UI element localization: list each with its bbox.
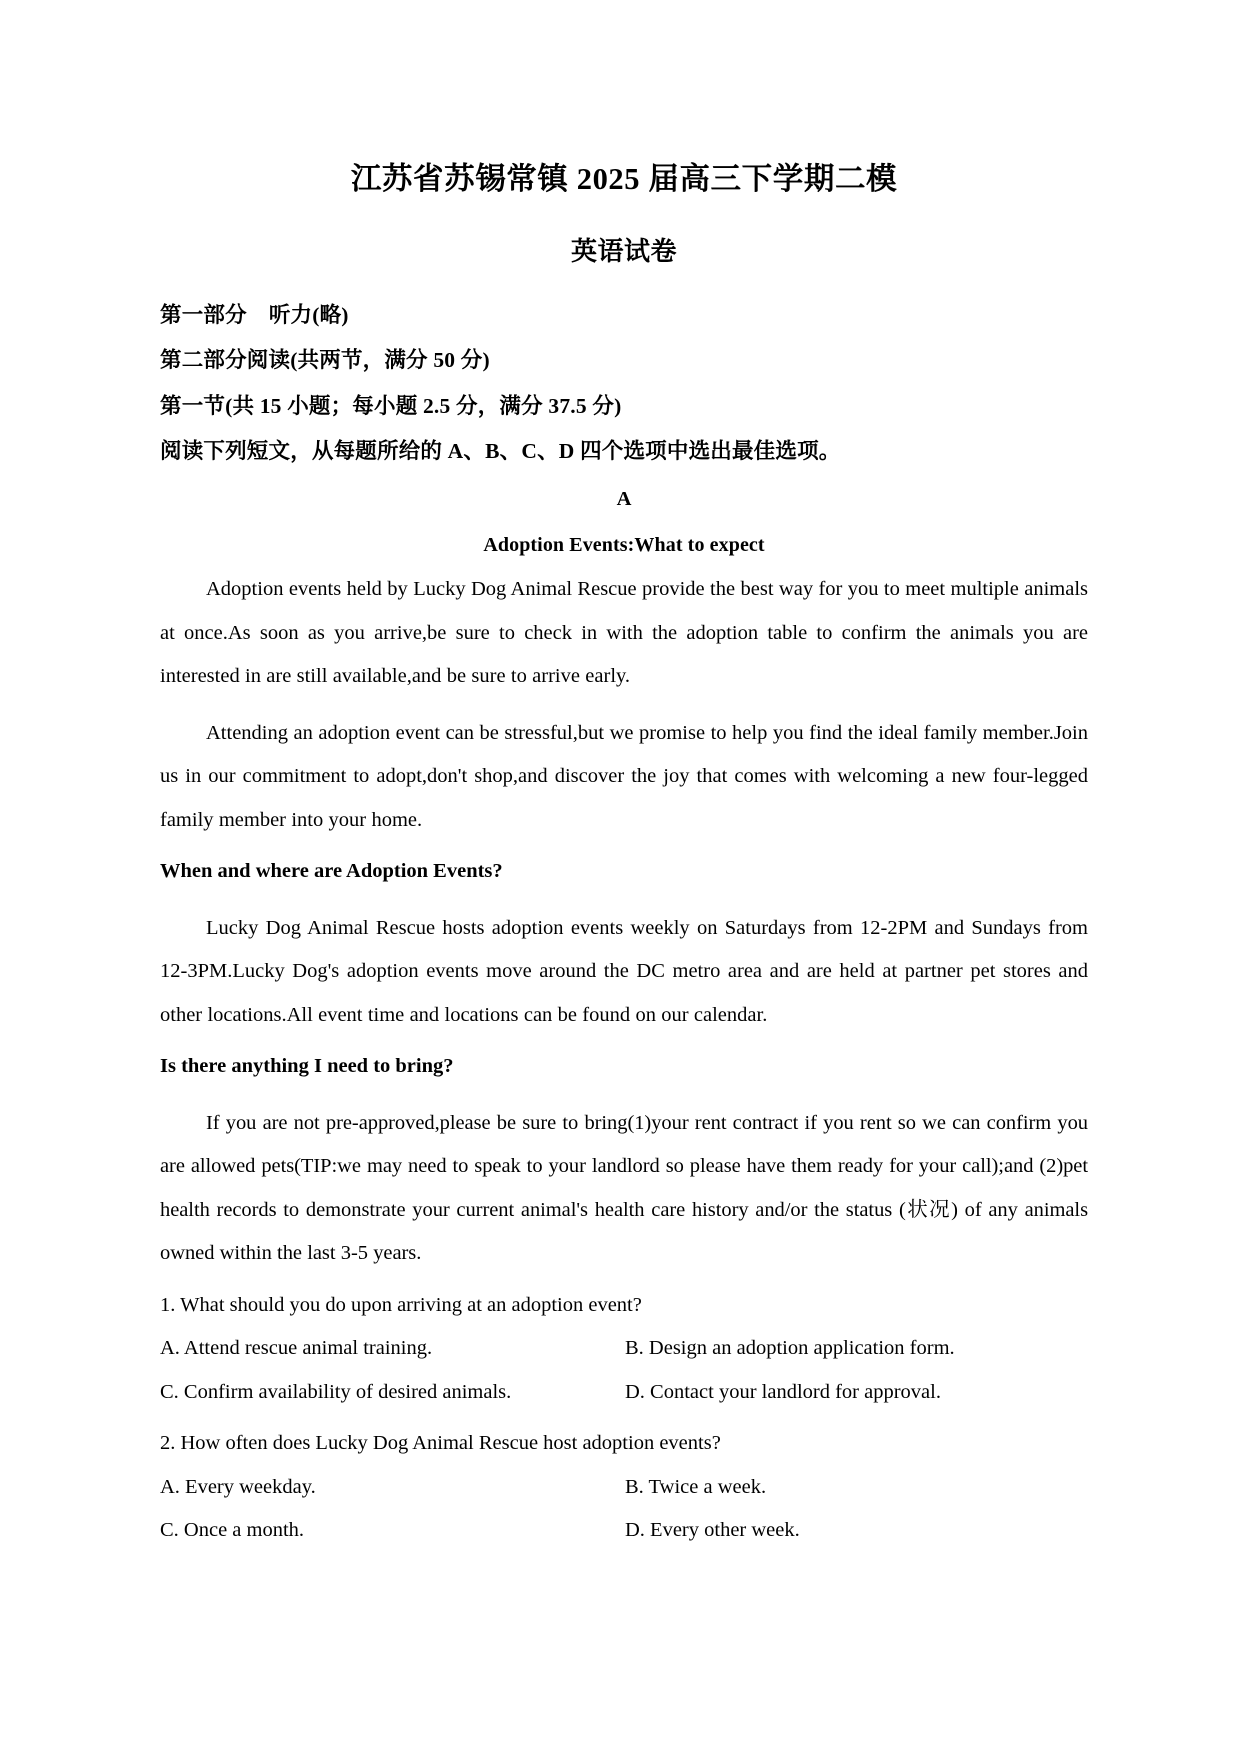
question-1-options-row-2: [160, 1371, 1088, 1415]
question-1-options-row-1: [160, 1327, 1088, 1371]
section-part-one-label: 第一部分: [160, 302, 247, 327]
question-2-option-b[interactable]: B. Twice a week.: [625, 1475, 767, 1498]
passage-subheading-when-where: When and where are Adoption Events?: [160, 860, 503, 883]
page-subtitle: 英语试卷: [570, 237, 677, 267]
passage-subheading-bring: Is there anything I need to bring?: [160, 1055, 454, 1078]
section-first-node: 第一节(共 15 小题；每小题 2.5 分，满分 37.5 分): [160, 393, 622, 418]
passage-paragraph-3: Lucky Dog Animal Rescue hosts adoption events weekly on Saturdays from 12-2PM and Sundays from 12-3PM.Lucky Dog's adoption events move around the DC metro area and are held at partner pet stores and other locations.All event time and locations can be found on our calendar.: [160, 916, 1088, 1026]
page-title: 江苏省苏锡常镇 2025 届高三下学期二模: [350, 162, 898, 196]
question-1-option-a[interactable]: A. Attend rescue animal training.: [160, 1337, 433, 1360]
passage-paragraph-1: Adoption events held by Lucky Dog Animal Rescue provide the best way for you to meet multiple animals at once.As soon as you arrive,be sure to check in with the adoption table to confirm the animals you are interested in are still available,and be sure to arrive early.: [160, 578, 1088, 688]
question-1-stem: 1. What should you do upon arriving at an adoption event?: [160, 1293, 642, 1316]
question-2-options-row-1: [160, 1466, 1088, 1510]
question-2-options-row-2: [160, 1509, 1088, 1553]
question-1-option-c[interactable]: C. Confirm availability of desired animals.: [160, 1380, 512, 1403]
question-2-option-d[interactable]: D. Every other week.: [625, 1519, 800, 1542]
passage-label-a: A: [616, 487, 632, 510]
question-1-option-d[interactable]: D. Contact your landlord for approval.: [625, 1380, 941, 1403]
question-2-stem: 2. How often does Lucky Dog Animal Rescue host adoption events?: [160, 1432, 721, 1455]
question-1-option-b[interactable]: B. Design an adoption application form.: [625, 1337, 955, 1360]
reading-instruction: 阅读下列短文，从每题所给的 A、B、C、D 四个选项中选出最佳选项。: [160, 439, 841, 464]
passage-paragraph-2: Attending an adoption event can be stressful,but we promise to help you find the ideal family member.Join us in our commitment to adopt,don't shop,and discover the joy that comes with welcoming a new four-legged family member into your home.: [160, 721, 1088, 831]
question-2-option-a[interactable]: A. Every weekday.: [160, 1475, 316, 1498]
section-part-one-value: 听力(略): [268, 302, 349, 327]
section-part-two: 第二部分阅读(共两节，满分 50 分): [160, 348, 490, 373]
section-part-one: [160, 302, 1088, 327]
passage-heading: Adoption Events:What to expect: [483, 534, 765, 557]
passage-paragraph-4: If you are not pre-approved,please be sure to bring(1)your rent contract if you rent so we can confirm you are allowed pets(TIP:we may need to speak to your landlord so please have them ready for your call);and (2)pet health records to demonstrate your current animal's health care history and/or the status (状况) of any animals owned within the last 3-5 years.: [160, 1111, 1088, 1265]
question-2-option-c[interactable]: C. Once a month.: [160, 1519, 305, 1542]
